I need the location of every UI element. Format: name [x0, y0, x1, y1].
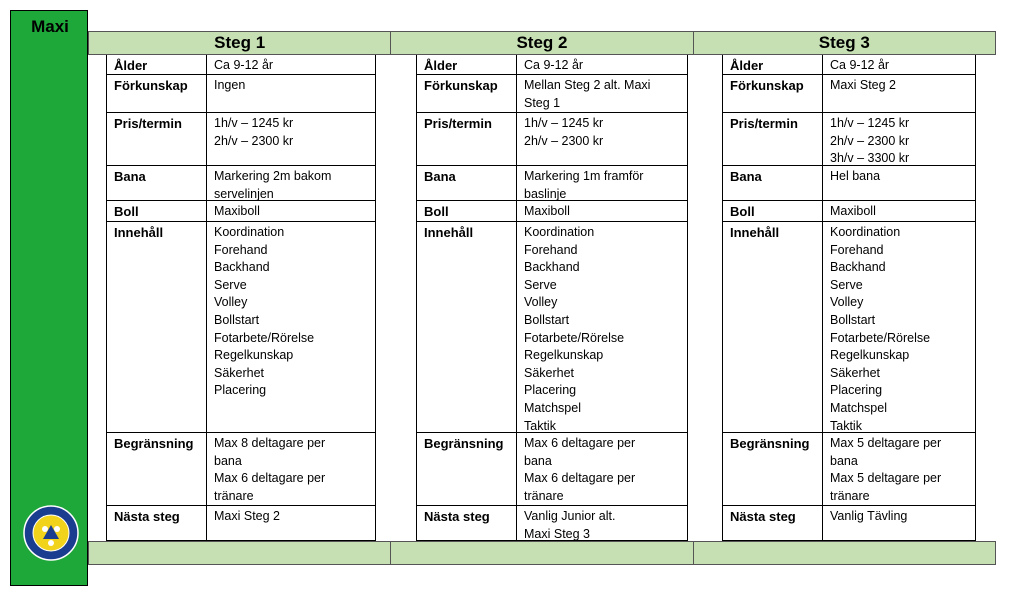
value-line: Max 6 deltagare per: [214, 471, 326, 486]
row-label: Nästa steg: [723, 506, 823, 540]
step-1-header: Steg 1: [89, 32, 391, 54]
row-value: [214, 77, 371, 95]
row-value: [214, 203, 371, 221]
footer-cell-1: [89, 542, 391, 564]
row-value: [830, 203, 971, 221]
value-line: Bollstart: [214, 312, 260, 327]
value-line: Maxiboll: [214, 204, 260, 218]
value-line: bana: [524, 453, 552, 468]
row-value: [830, 435, 971, 505]
value-line: Säkerhet: [214, 365, 265, 380]
row-label: Begränsning: [417, 433, 517, 505]
value-line: bana: [214, 453, 242, 468]
row-value: [214, 57, 371, 75]
value-line: Max 6 deltagare per: [524, 471, 636, 486]
value-line: Ca 9-12 år: [214, 58, 274, 72]
row-label: Ålder: [417, 55, 517, 74]
value-line: Forehand: [830, 242, 884, 257]
table-row: [107, 166, 375, 201]
value-line: Fotarbete/Rörelse: [214, 330, 315, 345]
row-label: Begränsning: [723, 433, 823, 505]
value-line: Bollstart: [524, 312, 570, 327]
row-label: Bana: [723, 166, 823, 200]
row-value: [214, 435, 371, 505]
row-value: [524, 57, 683, 75]
value-line: Max 8 deltagare per: [214, 436, 326, 450]
row-label: Bana: [107, 166, 207, 200]
value-line: Maxiboll: [830, 204, 876, 218]
value-line: Placering: [214, 383, 267, 398]
table-row: [723, 433, 975, 506]
table-row: [417, 433, 687, 506]
row-label: Innehåll: [417, 222, 517, 432]
value-line: Fotarbete/Rörelse: [524, 330, 625, 345]
row-label: Boll: [723, 201, 823, 221]
value-line: Maxi Steg 2: [830, 78, 897, 92]
value-line: Säkerhet: [524, 365, 575, 380]
table-row: [107, 55, 375, 75]
table-row: [417, 55, 687, 75]
row-value: [524, 168, 683, 203]
row-label: Pris/termin: [107, 113, 207, 165]
value-line: Ca 9-12 år: [830, 58, 890, 72]
value-line: 1h/v – 1245 kr: [830, 116, 910, 130]
value-line: Serve: [830, 277, 863, 292]
value-line: Max 6 deltagare per: [524, 436, 636, 450]
value-line: baslinje: [524, 186, 567, 201]
row-label: Pris/termin: [417, 113, 517, 165]
step-1-table: [106, 55, 376, 541]
table-row: [107, 506, 375, 541]
row-value: [524, 224, 683, 435]
row-value: [524, 77, 683, 112]
value-line: tränare: [214, 488, 254, 503]
step-2-header: Steg 2: [391, 32, 693, 54]
value-line: Backhand: [830, 260, 886, 275]
row-label: Förkunskap: [417, 75, 517, 112]
value-line: Forehand: [524, 242, 578, 257]
value-line: Placering: [524, 383, 577, 398]
table-row: [723, 201, 975, 222]
row-label: Begränsning: [107, 433, 207, 505]
row-label: Innehåll: [723, 222, 823, 432]
value-line: Volley: [830, 295, 864, 310]
table-row: [107, 433, 375, 506]
value-line: Ca 9-12 år: [524, 58, 584, 72]
value-line: Maxi Steg 3: [524, 526, 591, 541]
table-row: [107, 75, 375, 113]
value-line: servelinjen: [214, 186, 274, 201]
value-line: bana: [830, 453, 858, 468]
value-line: Maxi Steg 2: [214, 509, 281, 523]
row-label: Boll: [417, 201, 517, 221]
value-line: Taktik: [524, 418, 556, 433]
value-line: Taktik: [830, 418, 862, 433]
value-line: Placering: [830, 383, 883, 398]
header-band: [88, 31, 996, 55]
value-line: 2h/v – 2300 kr: [214, 133, 294, 148]
table-row: [107, 113, 375, 166]
table-row: [107, 201, 375, 222]
row-label: Nästa steg: [107, 506, 207, 540]
value-line: tränare: [830, 488, 870, 503]
value-line: Serve: [524, 277, 557, 292]
value-line: 2h/v – 2300 kr: [524, 133, 604, 148]
value-line: Bollstart: [830, 312, 876, 327]
table-row: [723, 222, 975, 433]
row-value: [524, 115, 683, 150]
row-label: Förkunskap: [107, 75, 207, 112]
club-logo-icon: [23, 505, 79, 561]
value-line: Regelkunskap: [214, 348, 294, 363]
value-line: Hel bana: [830, 169, 881, 183]
value-line: Max 5 deltagare per: [830, 471, 942, 486]
row-value: [524, 508, 683, 543]
value-line: Maxiboll: [524, 204, 570, 218]
value-line: Markering 2m bakom: [214, 169, 332, 183]
table-row: [417, 113, 687, 166]
row-label: Ålder: [723, 55, 823, 74]
value-line: Volley: [524, 295, 558, 310]
value-line: tränare: [524, 488, 564, 503]
footer-cell-2: [391, 542, 693, 564]
row-value: [830, 168, 971, 186]
value-line: Serve: [214, 277, 247, 292]
value-line: Volley: [214, 295, 248, 310]
value-line: Vanlig Junior alt.: [524, 509, 616, 523]
row-value: [214, 224, 371, 400]
step-2-table: [416, 55, 688, 541]
value-line: Matchspel: [830, 400, 887, 415]
sidebar: [10, 10, 88, 586]
value-line: Markering 1m framför: [524, 169, 644, 183]
value-line: Vanlig Tävling: [830, 509, 908, 523]
row-value: [830, 508, 971, 526]
value-line: Max 5 deltagare per: [830, 436, 942, 450]
row-label: Bana: [417, 166, 517, 200]
row-value: [830, 115, 971, 168]
table-row: [723, 166, 975, 201]
row-value: [214, 115, 371, 150]
value-line: Mellan Steg 2 alt. Maxi: [524, 78, 651, 92]
value-line: Matchspel: [524, 400, 581, 415]
row-value: [830, 77, 971, 95]
row-value: [524, 435, 683, 505]
row-label: Ålder: [107, 55, 207, 74]
value-line: Koordination: [830, 225, 901, 239]
footer-cell-3: [694, 542, 995, 564]
value-line: 1h/v – 1245 kr: [524, 116, 604, 130]
value-line: Backhand: [214, 260, 270, 275]
table-row: [723, 113, 975, 166]
step-3-header: Steg 3: [818, 33, 870, 52]
row-value: [830, 224, 971, 435]
value-line: Säkerhet: [830, 365, 881, 380]
sidebar-title: Maxi: [31, 17, 69, 36]
table-row: [417, 222, 687, 433]
table-row: [417, 201, 687, 222]
value-line: Backhand: [524, 260, 580, 275]
value-line: Steg 1: [524, 95, 561, 110]
value-line: Fotarbete/Rörelse: [830, 330, 931, 345]
table-row: [723, 75, 975, 113]
value-line: Ingen: [214, 78, 246, 92]
value-line: Koordination: [214, 225, 285, 239]
table-row: [723, 55, 975, 75]
value-line: Forehand: [214, 242, 268, 257]
row-label: Pris/termin: [723, 113, 823, 165]
value-line: 1h/v – 1245 kr: [214, 116, 294, 130]
row-label: Boll: [107, 201, 207, 221]
table-row: [417, 166, 687, 201]
row-value: [214, 508, 371, 526]
value-line: Regelkunskap: [524, 348, 604, 363]
row-label: Förkunskap: [723, 75, 823, 112]
footer-band: [88, 541, 996, 565]
value-line: Koordination: [524, 225, 595, 239]
value-line: Regelkunskap: [830, 348, 910, 363]
step-3-table: [722, 55, 976, 541]
row-label: Innehåll: [107, 222, 207, 432]
value-line: 3h/v – 3300 kr: [830, 151, 910, 166]
row-value: [524, 203, 683, 221]
row-value: [830, 57, 971, 75]
table-row: [723, 506, 975, 541]
table-row: [107, 222, 375, 433]
value-line: 2h/v – 2300 kr: [830, 133, 910, 148]
table-row: [417, 506, 687, 541]
row-value: [214, 168, 371, 203]
row-label: Nästa steg: [417, 506, 517, 540]
table-row: [417, 75, 687, 113]
